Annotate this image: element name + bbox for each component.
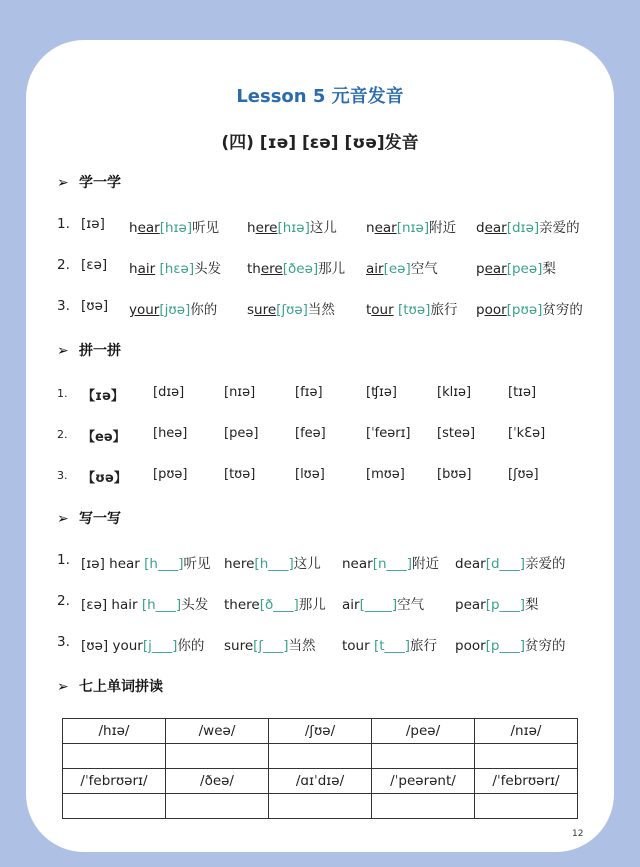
row-number: 1. bbox=[57, 552, 70, 568]
blank-field[interactable]: [h___] bbox=[141, 597, 182, 613]
write-row bbox=[0, 634, 640, 654]
table-cell: /ɑɪˈdɪə/ bbox=[269, 769, 372, 794]
table-cell: /hɪə/ bbox=[63, 719, 166, 744]
word-prefix: h bbox=[129, 261, 138, 277]
word-chinese: 空气 bbox=[410, 261, 438, 277]
section-heading-learn: ➢ 学一学 bbox=[57, 175, 121, 191]
word-phonetic: [dɪə] bbox=[506, 220, 540, 236]
table-answer-cell[interactable] bbox=[475, 744, 578, 769]
table-row bbox=[63, 794, 578, 819]
word-phonetic: [ðeə] bbox=[282, 261, 319, 277]
word-prompt: [ɪə] hear bbox=[81, 556, 145, 572]
word-chinese: 贫穷的 bbox=[542, 302, 583, 318]
word-entry bbox=[366, 257, 438, 277]
word-chinese: 旅行 bbox=[410, 638, 438, 654]
word-chinese: 当然 bbox=[288, 638, 316, 654]
fill-in-entry bbox=[342, 634, 437, 654]
row-number: 3. bbox=[57, 634, 70, 650]
spell-row bbox=[0, 385, 640, 405]
word-prompt: sure bbox=[224, 638, 254, 654]
phonetic-item: [ʃʊə] bbox=[508, 467, 539, 482]
fill-in-entry bbox=[81, 552, 210, 572]
word-phonetic: [tʊə] bbox=[397, 302, 431, 318]
fill-in-entry bbox=[455, 634, 566, 654]
phonetic-item: [fɪə] bbox=[295, 385, 323, 400]
table-answer-cell[interactable] bbox=[166, 794, 269, 819]
spell-row bbox=[0, 467, 640, 487]
word-phonetic: [hɪə] bbox=[159, 220, 193, 236]
arrow-bullet-icon: ➢ bbox=[57, 679, 69, 695]
table-cell: /weə/ bbox=[166, 719, 269, 744]
word-chinese: 旅行 bbox=[430, 302, 458, 318]
word-prefix: n bbox=[366, 220, 375, 236]
row-number: 1. bbox=[57, 216, 70, 232]
word-prompt: tour bbox=[342, 638, 374, 654]
word-vowel-letters: your bbox=[129, 302, 160, 318]
word-prefix: th bbox=[247, 261, 261, 277]
word-vowel-letters: ere bbox=[255, 220, 278, 236]
word-reading-table bbox=[62, 718, 578, 819]
row-number: 2. bbox=[57, 593, 70, 609]
fill-in-entry bbox=[81, 593, 208, 613]
word-prefix: d bbox=[476, 220, 485, 236]
fill-in-entry bbox=[455, 593, 539, 613]
vowel-group-label: 【ɪə】 bbox=[82, 389, 124, 404]
word-prompt: [εə] hair bbox=[81, 597, 142, 613]
table-answer-cell[interactable] bbox=[372, 794, 475, 819]
word-prompt: dear bbox=[455, 556, 486, 572]
blank-field[interactable]: [h___] bbox=[254, 556, 294, 572]
vowel-symbol: [εə] bbox=[81, 257, 108, 273]
table-answer-cell[interactable] bbox=[475, 794, 578, 819]
arrow-bullet-icon: ➢ bbox=[57, 511, 69, 527]
word-phonetic: [pʊə] bbox=[506, 302, 543, 318]
word-chinese: 空气 bbox=[397, 597, 425, 613]
word-vowel-letters: ure bbox=[254, 302, 277, 318]
phonetic-item: [ʧɪə] bbox=[366, 385, 397, 400]
word-chinese: 当然 bbox=[307, 302, 335, 318]
word-chinese: 那儿 bbox=[318, 261, 346, 277]
phonetic-item: [ˈfeərɪ] bbox=[366, 426, 411, 441]
word-entry bbox=[247, 298, 335, 318]
word-chinese: 附近 bbox=[429, 220, 457, 236]
word-phonetic: [ʃʊə] bbox=[276, 302, 308, 318]
word-entry bbox=[476, 216, 580, 236]
table-answer-cell[interactable] bbox=[372, 744, 475, 769]
word-prompt: pear bbox=[455, 597, 486, 613]
fill-in-entry bbox=[342, 552, 439, 572]
word-chinese: 头发 bbox=[194, 261, 222, 277]
spell-row bbox=[0, 426, 640, 446]
section-heading-read: ➢ 七上单词拼读 bbox=[57, 679, 163, 695]
learn-row bbox=[0, 298, 640, 318]
section-heading-write: ➢ 写一写 bbox=[57, 511, 121, 527]
word-prompt: air bbox=[342, 597, 360, 613]
word-phonetic: [hεə] bbox=[159, 261, 195, 277]
phonetic-item: [lʊə] bbox=[295, 467, 325, 482]
phonetic-item: [klɪə] bbox=[437, 385, 472, 400]
blank-field[interactable]: [t___] bbox=[373, 638, 411, 654]
word-chinese: 梨 bbox=[542, 261, 556, 277]
word-entry bbox=[366, 216, 456, 236]
fill-in-entry bbox=[224, 552, 321, 572]
phonetic-item: [nɪə] bbox=[224, 385, 256, 400]
vowel-group-label: 【eə】 bbox=[82, 430, 126, 445]
table-cell: /ˈpeərənt/ bbox=[372, 769, 475, 794]
write-row bbox=[0, 593, 640, 613]
word-chinese: 梨 bbox=[525, 597, 539, 613]
word-prompt: here bbox=[224, 556, 255, 572]
section-heading-spell: ➢ 拼一拼 bbox=[57, 343, 121, 359]
word-prompt: poor bbox=[455, 638, 486, 654]
table-answer-cell[interactable] bbox=[63, 794, 166, 819]
vowel-group-label: 【ʊə】 bbox=[82, 471, 127, 486]
phonetic-item: [pʊə] bbox=[153, 467, 188, 482]
word-vowel-letters: ear bbox=[374, 220, 397, 236]
fill-in-entry bbox=[224, 634, 315, 654]
lesson-title: Lesson 5 元音发音 bbox=[236, 86, 404, 107]
word-prompt: there bbox=[224, 597, 260, 613]
blank-field[interactable]: [ʃ___] bbox=[253, 638, 289, 654]
blank-field[interactable]: [j___] bbox=[142, 638, 178, 654]
word-chinese: 听见 bbox=[183, 556, 211, 572]
blank-field[interactable]: [p___] bbox=[485, 638, 525, 654]
word-phonetic: [nɪə] bbox=[396, 220, 430, 236]
learn-row bbox=[0, 257, 640, 277]
word-prefix: t bbox=[366, 302, 372, 318]
write-row bbox=[0, 552, 640, 572]
row-number: 1. bbox=[57, 387, 68, 400]
row-number: 2. bbox=[57, 257, 70, 273]
word-entry bbox=[366, 298, 457, 318]
word-vowel-letters: oor bbox=[484, 302, 507, 318]
word-chinese: 你的 bbox=[177, 638, 205, 654]
table-cell: /ˈfebrʊərɪ/ bbox=[63, 769, 166, 794]
fill-in-entry bbox=[81, 634, 204, 654]
page-number: 12 bbox=[572, 829, 584, 839]
table-answer-cell[interactable] bbox=[269, 794, 372, 819]
phonetic-item: [heə] bbox=[153, 426, 188, 441]
table-cell: /ˈfebrʊərɪ/ bbox=[475, 769, 578, 794]
word-entry bbox=[129, 216, 219, 236]
word-prefix: h bbox=[247, 220, 256, 236]
word-entry bbox=[476, 298, 583, 318]
word-phonetic: [jʊə] bbox=[159, 302, 191, 318]
phonetic-item: [peə] bbox=[224, 426, 259, 441]
word-chinese: 你的 bbox=[190, 302, 218, 318]
row-number: 3. bbox=[57, 469, 68, 482]
blank-field[interactable]: [p___] bbox=[485, 597, 526, 613]
blank-field[interactable]: [ð___] bbox=[259, 597, 299, 613]
blank-field[interactable]: [h___] bbox=[144, 556, 184, 572]
vowel-symbol: [ɪə] bbox=[81, 216, 105, 232]
table-answer-cell[interactable] bbox=[269, 744, 372, 769]
word-chinese: 听见 bbox=[192, 220, 220, 236]
phonetic-item: [feə] bbox=[295, 426, 326, 441]
word-vowel-letters: air bbox=[137, 261, 156, 277]
table-answer-cell[interactable] bbox=[63, 744, 166, 769]
word-entry bbox=[476, 257, 556, 277]
learn-row bbox=[0, 216, 640, 236]
table-answer-cell[interactable] bbox=[166, 744, 269, 769]
arrow-bullet-icon: ➢ bbox=[57, 343, 69, 359]
phonetic-item: [steə] bbox=[437, 426, 476, 441]
word-vowel-letters: ear bbox=[137, 220, 160, 236]
table-cell: /ʃʊə/ bbox=[269, 719, 372, 744]
word-vowel-letters: our bbox=[371, 302, 394, 318]
row-number: 2. bbox=[57, 428, 68, 441]
phonetic-item: [ˈkƐə] bbox=[508, 426, 546, 441]
blank-field[interactable]: [d___] bbox=[485, 556, 526, 572]
word-chinese: 头发 bbox=[181, 597, 209, 613]
word-phonetic: [eə] bbox=[383, 261, 411, 277]
word-chinese: 亲爱的 bbox=[525, 556, 566, 572]
word-entry bbox=[129, 298, 217, 318]
table-cell: /peə/ bbox=[372, 719, 475, 744]
row-number: 3. bbox=[57, 298, 70, 314]
word-prompt: [ʊə] your bbox=[81, 638, 143, 654]
word-chinese: 附近 bbox=[412, 556, 440, 572]
blank-field[interactable]: [n___] bbox=[372, 556, 413, 572]
fill-in-entry bbox=[342, 593, 424, 613]
word-prefix: p bbox=[476, 261, 485, 277]
phonetic-item: [tɪə] bbox=[508, 385, 537, 400]
fill-in-entry bbox=[455, 552, 566, 572]
table-cell: /ðeə/ bbox=[166, 769, 269, 794]
word-prompt: near bbox=[342, 556, 373, 572]
lesson-subtitle: (四) [ɪə] [εə] [ʊə]发音 bbox=[221, 133, 419, 153]
word-vowel-letters: ere bbox=[260, 261, 283, 277]
phonetic-item: [tʊə] bbox=[224, 467, 256, 482]
word-chinese: 亲爱的 bbox=[539, 220, 580, 236]
word-phonetic: [hɪə] bbox=[277, 220, 310, 236]
word-prefix: s bbox=[247, 302, 255, 318]
vowel-symbol: [ʊə] bbox=[81, 298, 109, 314]
arrow-bullet-icon: ➢ bbox=[57, 175, 69, 191]
phonetic-item: [bʊə] bbox=[437, 467, 472, 482]
word-prefix: h bbox=[129, 220, 138, 236]
table-row bbox=[63, 719, 578, 744]
word-phonetic: [peə] bbox=[506, 261, 543, 277]
word-prefix: p bbox=[476, 302, 485, 318]
word-entry bbox=[247, 216, 337, 236]
word-vowel-letters: air bbox=[366, 261, 384, 277]
word-entry bbox=[247, 257, 345, 277]
word-vowel-letters: ear bbox=[484, 261, 507, 277]
table-row bbox=[63, 769, 578, 794]
table-row bbox=[63, 744, 578, 769]
table-cell: /nɪə/ bbox=[475, 719, 578, 744]
word-vowel-letters: ear bbox=[484, 220, 507, 236]
blank-field[interactable]: [____] bbox=[359, 597, 398, 613]
word-chinese: 那儿 bbox=[298, 597, 326, 613]
phonetic-item: [dɪə] bbox=[153, 385, 185, 400]
fill-in-entry bbox=[224, 593, 326, 613]
word-chinese: 这儿 bbox=[293, 556, 321, 572]
word-entry bbox=[129, 257, 221, 277]
word-chinese: 贫穷的 bbox=[525, 638, 566, 654]
word-chinese: 这儿 bbox=[309, 220, 337, 236]
phonetic-item: [mʊə] bbox=[366, 467, 405, 482]
